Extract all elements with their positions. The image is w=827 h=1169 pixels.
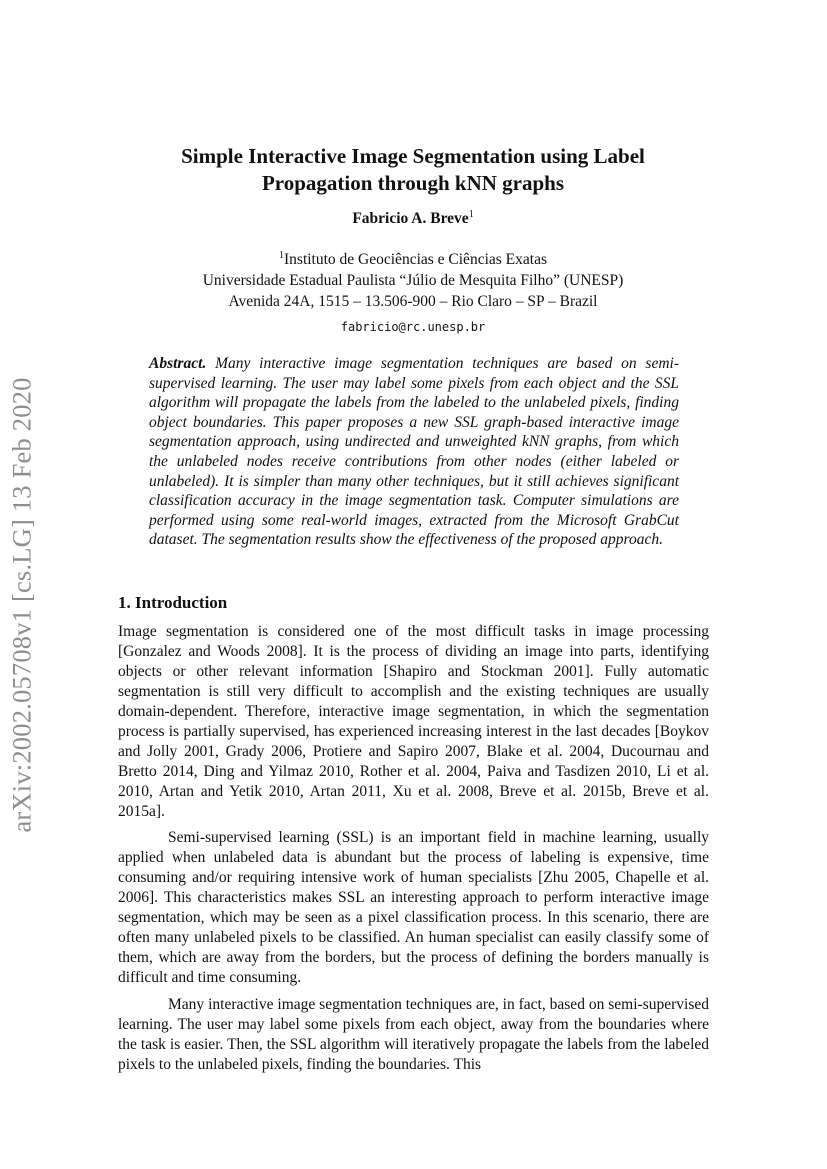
paper-title-line-1: Simple Interactive Image Segmentation using Label (181, 144, 645, 168)
intro-paragraph-1: Image segmentation is considered one of the most difficult tasks in image processing [Gonzalez and Woods 2008]. It is the process of dividing an image into parts, identifying objects or other relevant information [Shapiro and Stockman 2001]. Fully automatic segmentation is still very difficult to accomplish and the existing techniques are usually domain-dependent. Therefore, interactive image segmentation, in which the segmentation process is partially supervised, has experienced increasing interest in the last decades [Boykov and Jolly 2001, Grady 2006, Protiere and Sapiro 2007, Blake et al. 2004, Ducournau and Bretto 2014, Ding and Yilmaz 2010, Rother et al. 2004, Paiva and Tasdizen 2010, Li et al. 2010, Artan and Yetik 2010, Artan 2011, Xu et al. 2008, Breve et al. 2015b, Breve et al. 2015a]. (118, 623, 709, 820)
paper-title (118, 143, 708, 197)
abstract-text: Many interactive image segmentation techniques are based on semi-supervised learning. The user may label some pixels from each object and the SSL algorithm will propagate the labels from the labeled to the unlabeled pixels, finding object boundaries. This paper proposes a new SSL graph-based interactive image segmentation approach, using undirected and unweighted kNN graphs, from which the unlabeled nodes receive contributions from other nodes (either labeled or unlabeled). It is simpler than many other techniques, but it still achieves significant classification accuracy in the image segmentation task. Computer simulations are performed using some real-world images, extracted from the Microsoft GrabCut dataset. The segmentation results show the effectiveness of the proposed approach. (149, 355, 679, 549)
author-affiliation-mark: 1 (468, 209, 474, 220)
author-line (118, 209, 708, 228)
abstract-label: Abstract. (149, 355, 207, 372)
affiliation-line-1 (118, 245, 708, 270)
intro-paragraph-2: Semi-supervised learning (SSL) is an important field in machine learning, usually applied when unlabeled data is abundant but the process of labeling is expensive, time consuming and/or requiring intensive work of human specialists [Zhu 2005, Chapelle et al. 2006]. This characteristics makes SSL an interesting approach to perform interactive image segmentation, which may be seen as a pixel classification process. In this scenario, there are often many unlabeled pixels to be classified. An human specialist can easily classify some of them, which are away from the borders, but the process of defining the borders manually is difficult and time consuming. (118, 829, 709, 986)
affiliation-line-2: Universidade Estadual Paulista “Júlio de Mesquita Filho” (UNESP) (202, 272, 624, 290)
arxiv-identifier-text: arXiv:2002.05708v1 [cs.LG] 13 Feb 2020 (6, 377, 37, 833)
affiliation-block (118, 245, 708, 312)
affiliation-institute: Instituto de Geociências e Ciências Exatas (284, 251, 547, 269)
paper-title-line-2: Propagation through kNN graphs (261, 171, 565, 195)
section-heading-introduction: 1. Introduction (118, 593, 228, 612)
author-email: fabricio@rc.unesp.br (340, 320, 486, 334)
abstract (149, 354, 679, 550)
affiliation-mark: 1 (279, 250, 284, 261)
author-name: Fabricio A. Breve (352, 210, 469, 228)
affiliation-line-3: Avenida 24A, 1515 – 13.506-900 – Rio Claro – SP – Brazil (228, 293, 598, 311)
intro-paragraph-3: Many interactive image segmentation techniques are, in fact, based on semi-supervised learning. The user may label some pixels from each object, away from the boundaries where the task is easier. Then, the SSL algorithm will iteratively propagate the labels from the labeled pixels to the unlabeled pixels, finding the boundaries. This (118, 996, 709, 1073)
